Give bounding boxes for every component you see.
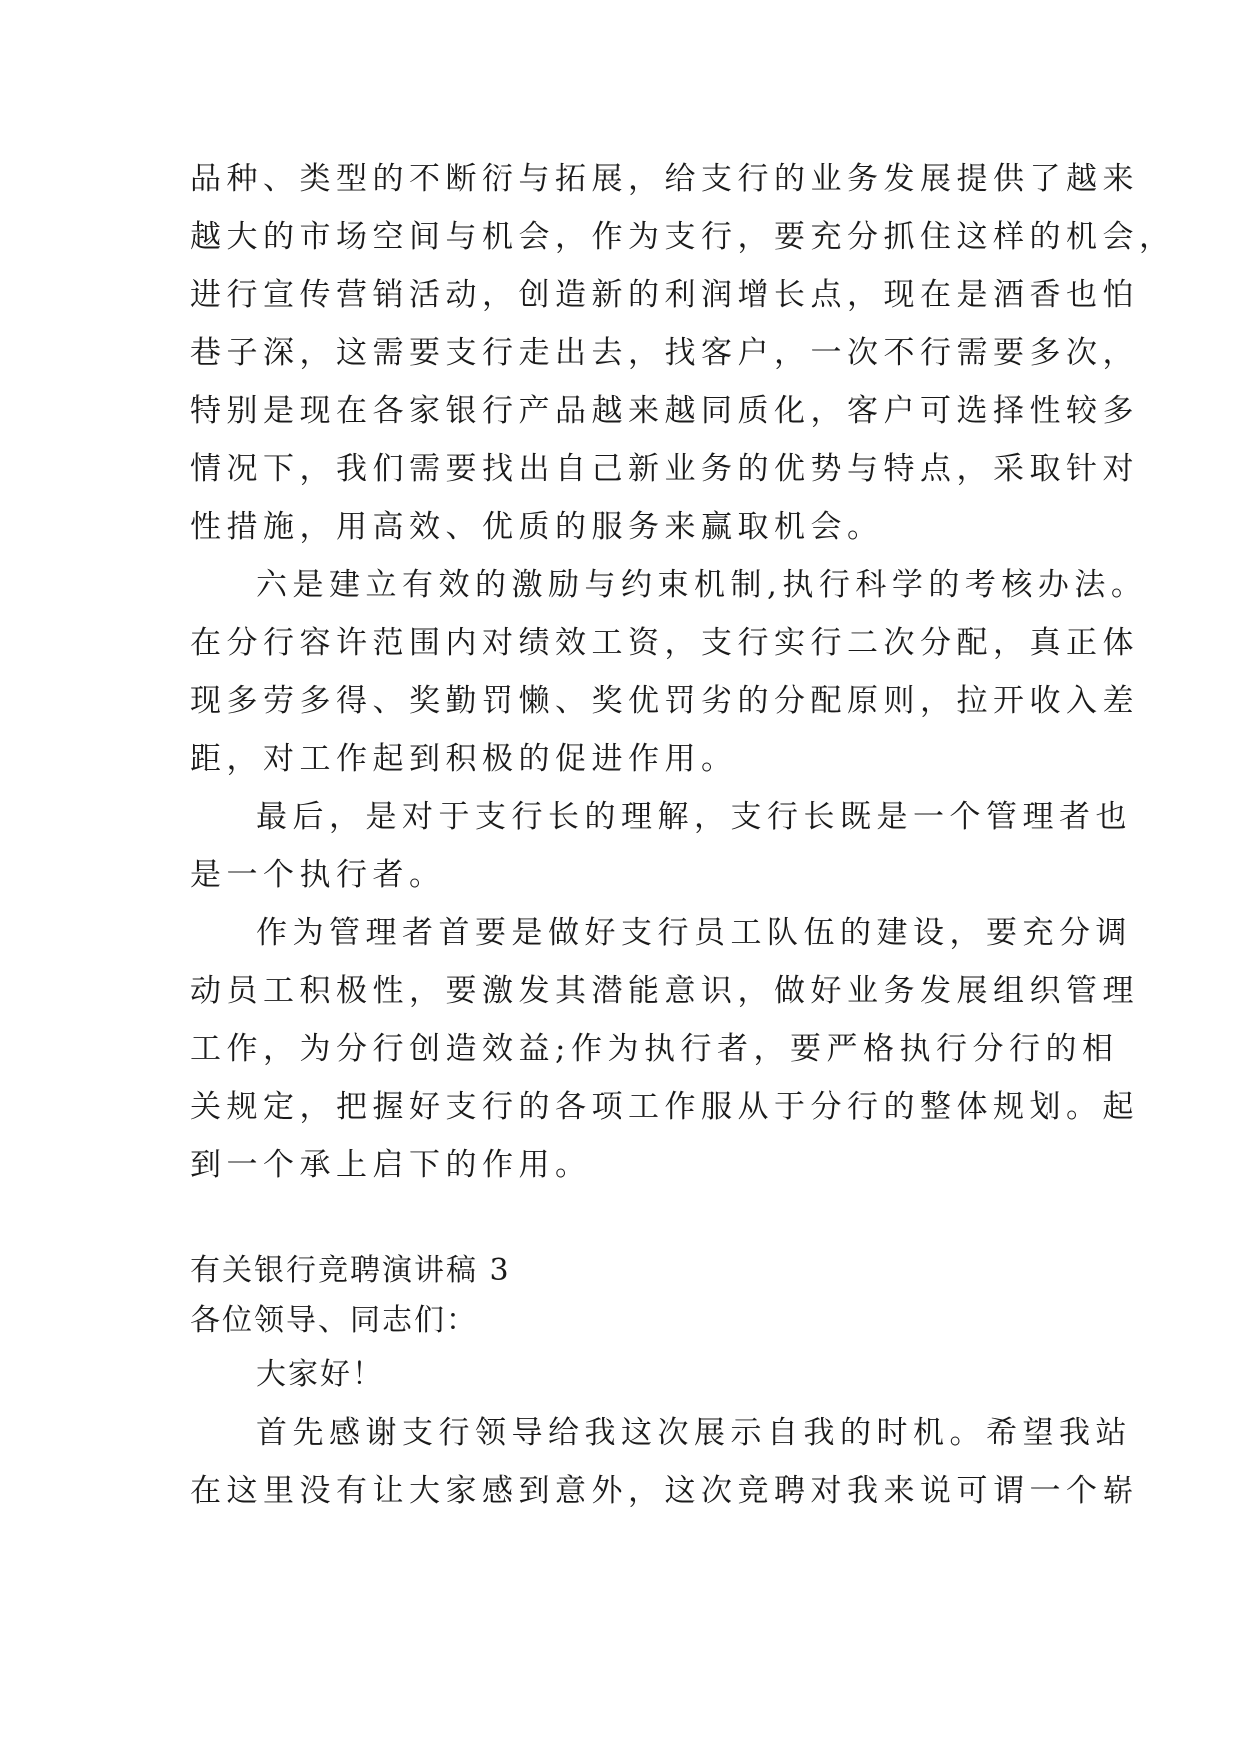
- section-title: 有关银行竞聘演讲稿 3: [190, 1253, 511, 1288]
- text-line: 特别是现在各家银行产品越来越同质化，客户可选择性较多: [190, 393, 1139, 429]
- text-line: 首先感谢支行领导给我这次展示自我的时机。希望我站: [256, 1415, 1132, 1451]
- text-line: 作为管理者首要是做好支行员工队伍的建设，要充分调: [256, 915, 1132, 951]
- text-line: 品种、类型的不断衍与拓展，给支行的业务发展提供了越来: [190, 161, 1139, 197]
- paragraph-manager-role: [190, 904, 1139, 1194]
- text-line: 关规定，把握好支行的各项工作服从于分行的整体规划。起: [190, 1089, 1139, 1125]
- document-page: [190, 150, 1176, 1520]
- text-line: 在分行容许范围内对绩效工资，支行实行二次分配，真正体: [190, 625, 1139, 661]
- text-line: 现多劳多得、奖勤罚懒、奖优罚劣的分配原则，拉开收入差: [190, 683, 1139, 719]
- text-line: 越大的市场空间与机会，作为支行，要充分抓住这样的机会，: [190, 219, 1176, 255]
- text-line: 巷子深，这需要支行走出去，找客户，一次不行需要多次，: [190, 335, 1139, 371]
- text-line: 在这里没有让大家感到意外，这次竞聘对我来说可谓一个崭: [190, 1473, 1139, 1509]
- text-line: 性措施，用高效、优质的服务来赢取机会。: [190, 509, 884, 545]
- paragraph-incentive-mechanism: [190, 556, 1148, 788]
- text-line: 六是建立有效的激励与约束机制,执行科学的考核办法。: [256, 567, 1148, 603]
- text-line: 工作，为分行创造效益;作为执行者，要严格执行分行的相: [190, 1031, 1119, 1067]
- text-line: 情况下，我们需要找出自己新业务的优势与特点，采取针对: [190, 451, 1139, 487]
- text-line: 动员工积极性，要激发其潜能意识，做好业务发展组织管理: [190, 973, 1139, 1009]
- text-line: 最后，是对于支行长的理解，支行长既是一个管理者也: [256, 799, 1132, 835]
- paragraph-opening: [190, 1404, 1139, 1520]
- text-line: 到一个承上启下的作用。: [190, 1147, 592, 1183]
- paragraph-branch-manager: [190, 788, 1132, 904]
- text-line: 距，对工作起到积极的促进作用。: [190, 741, 738, 777]
- text-line: 是一个执行者。: [190, 857, 446, 893]
- paragraph-business-expansion: [190, 150, 1176, 556]
- text-line: 进行宣传营销活动，创造新的利润增长点，现在是酒香也怕: [190, 277, 1139, 313]
- greeting: 大家好！: [256, 1357, 384, 1392]
- salutation: 各位领导、同志们：: [190, 1303, 478, 1338]
- section-spacer: [190, 1194, 1070, 1246]
